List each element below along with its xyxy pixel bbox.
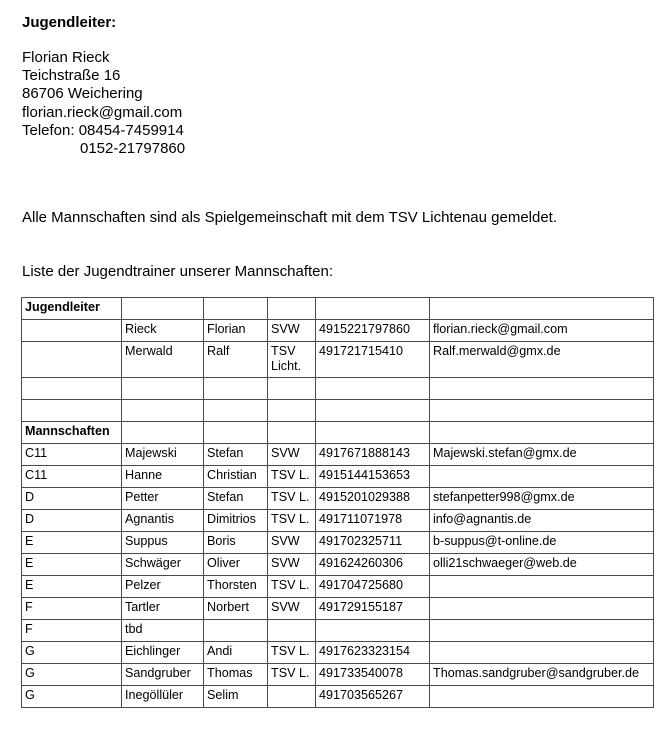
cell-first-name: Ralf <box>204 342 268 378</box>
cell-phone: 491711071978 <box>316 510 430 532</box>
section-youth-label: Jugendleiter <box>22 298 122 320</box>
trainer-table-body <box>22 298 654 708</box>
cell-phone: 4917623323154 <box>316 642 430 664</box>
cell-last-name: Pelzer <box>122 576 204 598</box>
table-row <box>22 466 654 488</box>
cell-club: TSV L. <box>268 466 316 488</box>
cell-email[interactable]: florian.rieck@gmail.com <box>430 320 654 342</box>
cell-club: TSV L. <box>268 664 316 686</box>
table-row <box>22 620 654 642</box>
cell-last-name: Inegöllüler <box>122 686 204 708</box>
cell-email[interactable]: Ralf.merwald@gmx.de <box>430 342 654 378</box>
cell-phone: 4915144153653 <box>316 466 430 488</box>
cell-club: TSV Licht. <box>268 342 316 378</box>
cell-last-name: Petter <box>122 488 204 510</box>
cell-phone: 491733540078 <box>316 664 430 686</box>
contact-street: Teichstraße 16 <box>22 67 121 85</box>
cell-first-name: Oliver <box>204 554 268 576</box>
cell-team: C11 <box>22 466 122 488</box>
cell-club: TSV L. <box>268 510 316 532</box>
table-row <box>22 510 654 532</box>
cell-first-name: Dimitrios <box>204 510 268 532</box>
cell-club: TSV L. <box>268 488 316 510</box>
cell-email[interactable]: olli21schwaeger@web.de <box>430 554 654 576</box>
cell-first-name: Norbert <box>204 598 268 620</box>
cell-last-name: Majewski <box>122 444 204 466</box>
cell-team: E <box>22 532 122 554</box>
contact-mobile: 0152-21797860 <box>80 140 186 158</box>
cell-first-name: Andi <box>204 642 268 664</box>
cell-first-name: Stefan <box>204 444 268 466</box>
contact-email[interactable]: florian.rieck@gmail.com <box>22 103 183 121</box>
cell-email[interactable]: stefanpetter998@gmx.de <box>430 488 654 510</box>
cell-phone: 4917671888143 <box>316 444 430 466</box>
cell-email <box>430 686 654 708</box>
cell-team: G <box>22 664 122 686</box>
cell-last-name: Sandgruber <box>122 664 204 686</box>
table-row <box>22 576 654 598</box>
cell-club: SVW <box>268 554 316 576</box>
cell-team: D <box>22 488 122 510</box>
list-intro: Liste der Jugendtrainer unserer Mannschaften: <box>22 263 334 280</box>
cell-team: D <box>22 510 122 532</box>
cell-last-name: Rieck <box>122 320 204 342</box>
contact-city: 86706 Weichering <box>22 85 143 103</box>
cell-first-name: Selim <box>204 686 268 708</box>
cell-first-name <box>204 620 268 642</box>
cell-email <box>430 598 654 620</box>
contact-heading: Jugendleiter: <box>22 14 117 31</box>
cell-last-name: Merwald <box>122 342 204 378</box>
cell-club: SVW <box>268 532 316 554</box>
cell-email <box>430 620 654 642</box>
cell-club: SVW <box>268 320 316 342</box>
cell-team: E <box>22 554 122 576</box>
trainer-table <box>21 297 654 708</box>
cell-phone: 491729155187 <box>316 598 430 620</box>
cell-phone: 491624260306 <box>316 554 430 576</box>
cell-phone: 491702325711 <box>316 532 430 554</box>
cell-last-name: Tartler <box>122 598 204 620</box>
cell-email[interactable]: info@agnantis.de <box>430 510 654 532</box>
cell-last-name: Agnantis <box>122 510 204 532</box>
section-teams-label: Mannschaften <box>22 422 122 444</box>
cell-phone: 491704725680 <box>316 576 430 598</box>
table-row <box>22 598 654 620</box>
cell-last-name: Hanne <box>122 466 204 488</box>
cell-email <box>430 466 654 488</box>
table-row <box>22 642 654 664</box>
contact-block <box>22 49 185 158</box>
cell-phone: 491703565267 <box>316 686 430 708</box>
contact-phone: Telefon: 08454-7459914 <box>22 121 184 139</box>
cell-first-name: Boris <box>204 532 268 554</box>
cell-first-name: Thorsten <box>204 576 268 598</box>
cell-team: G <box>22 686 122 708</box>
cell-phone: 4915221797860 <box>316 320 430 342</box>
cell-last-name: tbd <box>122 620 204 642</box>
cell-phone: 4915201029388 <box>316 488 430 510</box>
cell-first-name: Florian <box>204 320 268 342</box>
cell-club: SVW <box>268 444 316 466</box>
cell-phone <box>316 620 430 642</box>
table-row <box>22 320 654 342</box>
table-row <box>22 488 654 510</box>
cell-team: G <box>22 642 122 664</box>
cell-team: E <box>22 576 122 598</box>
cell-club: SVW <box>268 598 316 620</box>
cell-email[interactable]: Majewski.stefan@gmx.de <box>430 444 654 466</box>
cell-team: F <box>22 620 122 642</box>
cell-last-name: Schwäger <box>122 554 204 576</box>
table-row <box>22 532 654 554</box>
contact-name: Florian Rieck <box>22 49 110 66</box>
table-row <box>22 686 654 708</box>
cell-last-name: Suppus <box>122 532 204 554</box>
table-row <box>22 342 654 378</box>
cell-email <box>430 642 654 664</box>
cell-team: C11 <box>22 444 122 466</box>
section-header-row <box>22 422 654 444</box>
cell-club <box>268 620 316 642</box>
empty-row <box>22 400 654 422</box>
cell-team: F <box>22 598 122 620</box>
table-row <box>22 664 654 686</box>
cell-first-name: Christian <box>204 466 268 488</box>
section-header-row <box>22 298 654 320</box>
cell-club: TSV L. <box>268 642 316 664</box>
cell-club <box>268 686 316 708</box>
cell-last-name: Eichlinger <box>122 642 204 664</box>
notice-paragraph: Alle Mannschaften sind als Spielgemeinschaft mit dem TSV Lichtenau gemeldet. <box>22 209 558 226</box>
cell-club: TSV L. <box>268 576 316 598</box>
cell-email[interactable]: Thomas.sandgruber@sandgruber.de <box>430 664 654 686</box>
cell-first-name: Thomas <box>204 664 268 686</box>
cell-email <box>430 576 654 598</box>
table-row <box>22 554 654 576</box>
cell-phone: 491721715410 <box>316 342 430 378</box>
empty-row <box>22 378 654 400</box>
cell-email[interactable]: b-suppus@t-online.de <box>430 532 654 554</box>
table-row <box>22 444 654 466</box>
cell-first-name: Stefan <box>204 488 268 510</box>
